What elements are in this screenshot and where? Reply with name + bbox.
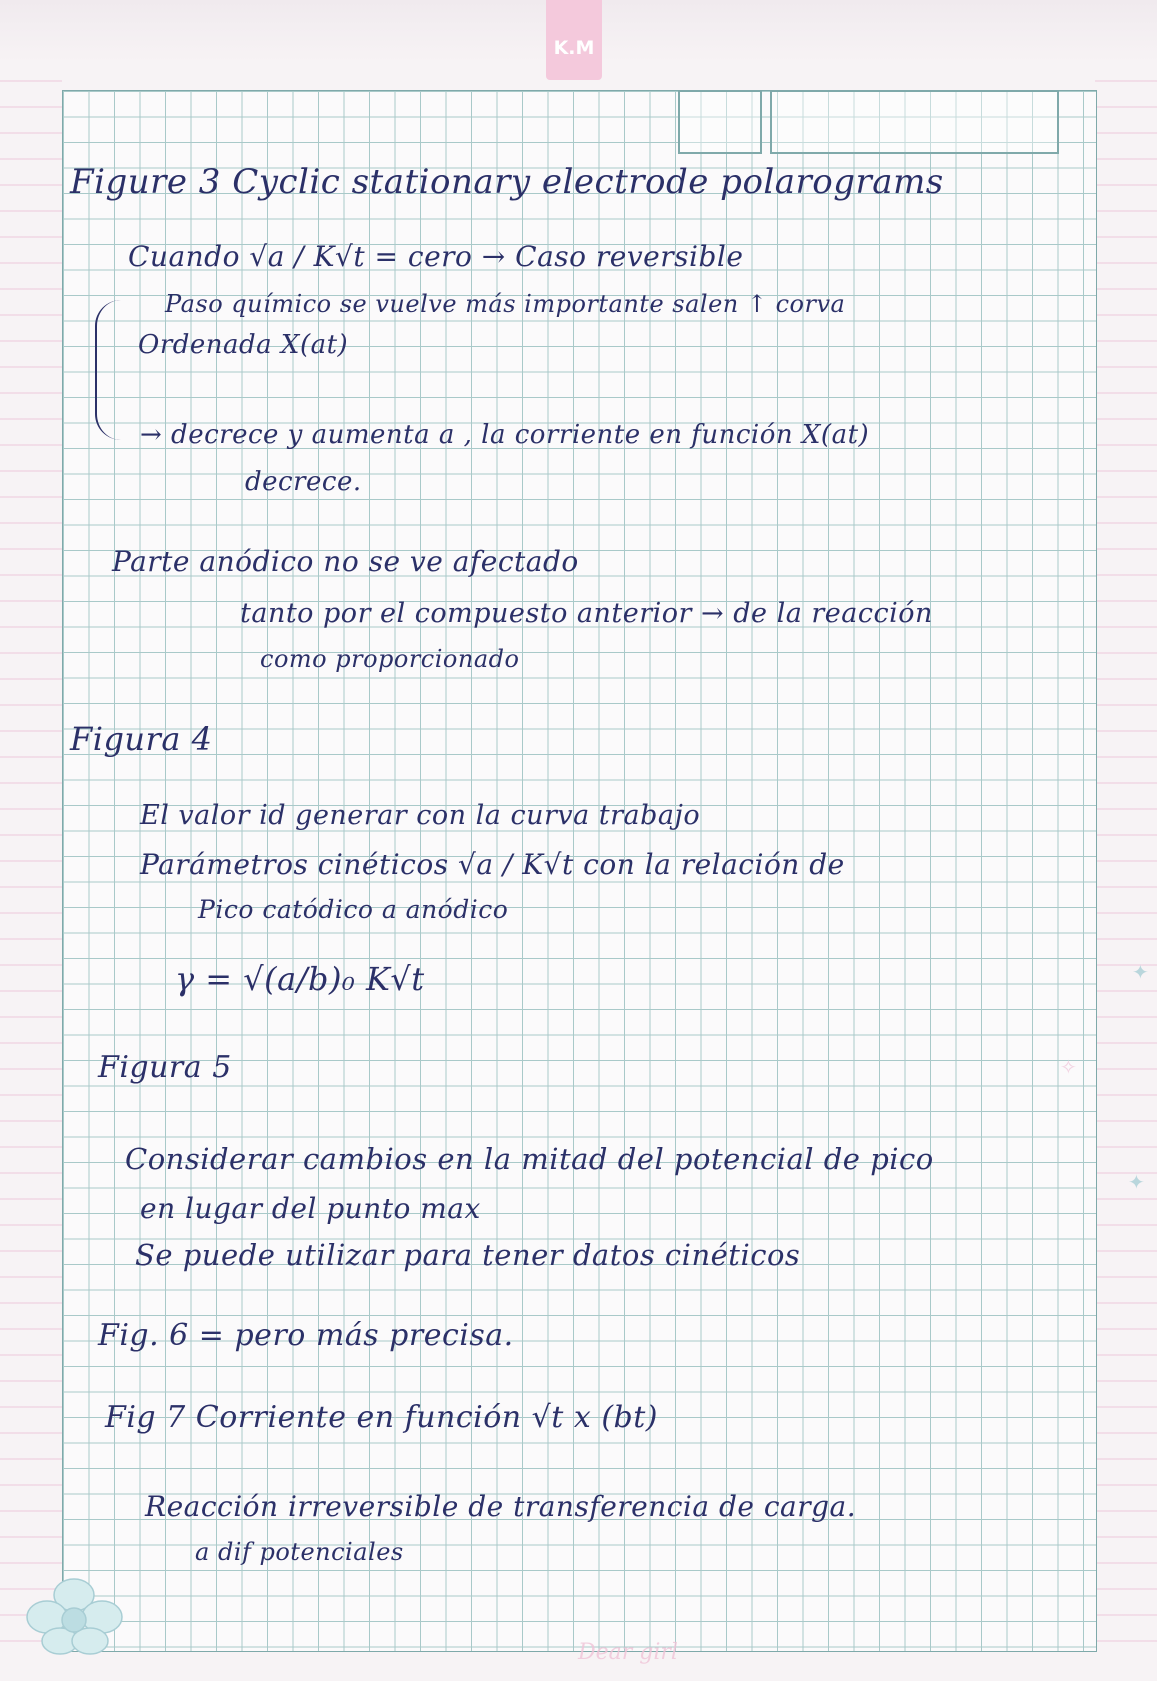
bracket-mark	[95, 300, 121, 440]
note-line: Figure 3 Cyclic stationary electrode polarograms	[70, 162, 944, 202]
note-line: a dif potenciales	[195, 1538, 404, 1566]
note-line: Figura 5	[98, 1050, 232, 1085]
note-line: Se puede utilizar para tener datos cinéticos	[135, 1238, 801, 1272]
page-tab: K.M	[546, 0, 602, 80]
note-line: Reacción irreversible de transferencia de carga.	[145, 1490, 857, 1523]
footer-brand: Dear girl	[578, 1640, 678, 1665]
note-line: γ = √(a/b)₀ K√t	[175, 960, 425, 998]
note-line: en lugar del punto max	[140, 1192, 481, 1225]
note-line: Parte anódico no se ve afectado	[112, 545, 579, 578]
flower-decoration-icon	[22, 1575, 127, 1655]
star-decoration-icon: ✦	[1128, 1170, 1145, 1194]
note-line: Considerar cambios en la mitad del potencial de pico	[125, 1142, 934, 1176]
note-line: Ordenada X(at)	[138, 330, 349, 360]
note-line: Parámetros cinéticos √a / K√t con la relación de	[140, 848, 845, 881]
note-line: como proporcionado	[260, 645, 520, 673]
note-line: → decrece y aumenta a , la corriente en función X(at)	[140, 420, 870, 450]
note-line: El valor id generar con la curva trabajo	[140, 800, 701, 831]
note-line: decrece.	[245, 467, 362, 497]
note-line: Fig 7 Corriente en función √t x (bt)	[105, 1400, 658, 1435]
star-decoration-icon: ✦	[1132, 960, 1149, 984]
note-line: Pico catódico a anódico	[198, 895, 509, 924]
star-decoration-icon: ✧	[1060, 1055, 1077, 1079]
right-margin-rules	[1095, 60, 1157, 1660]
note-line: tanto por el compuesto anterior → de la reacción	[240, 598, 933, 629]
note-line: Figura 4	[70, 720, 213, 758]
title-box	[770, 90, 1059, 154]
date-box	[678, 90, 762, 154]
note-line: Paso químico se vuelve más importante salen ↑ corva	[165, 290, 846, 318]
note-line: Cuando √a / K√t = cero → Caso reversible	[128, 240, 744, 273]
left-margin-rules	[0, 60, 62, 1660]
note-line: Fig. 6 = pero más precisa.	[98, 1318, 514, 1353]
